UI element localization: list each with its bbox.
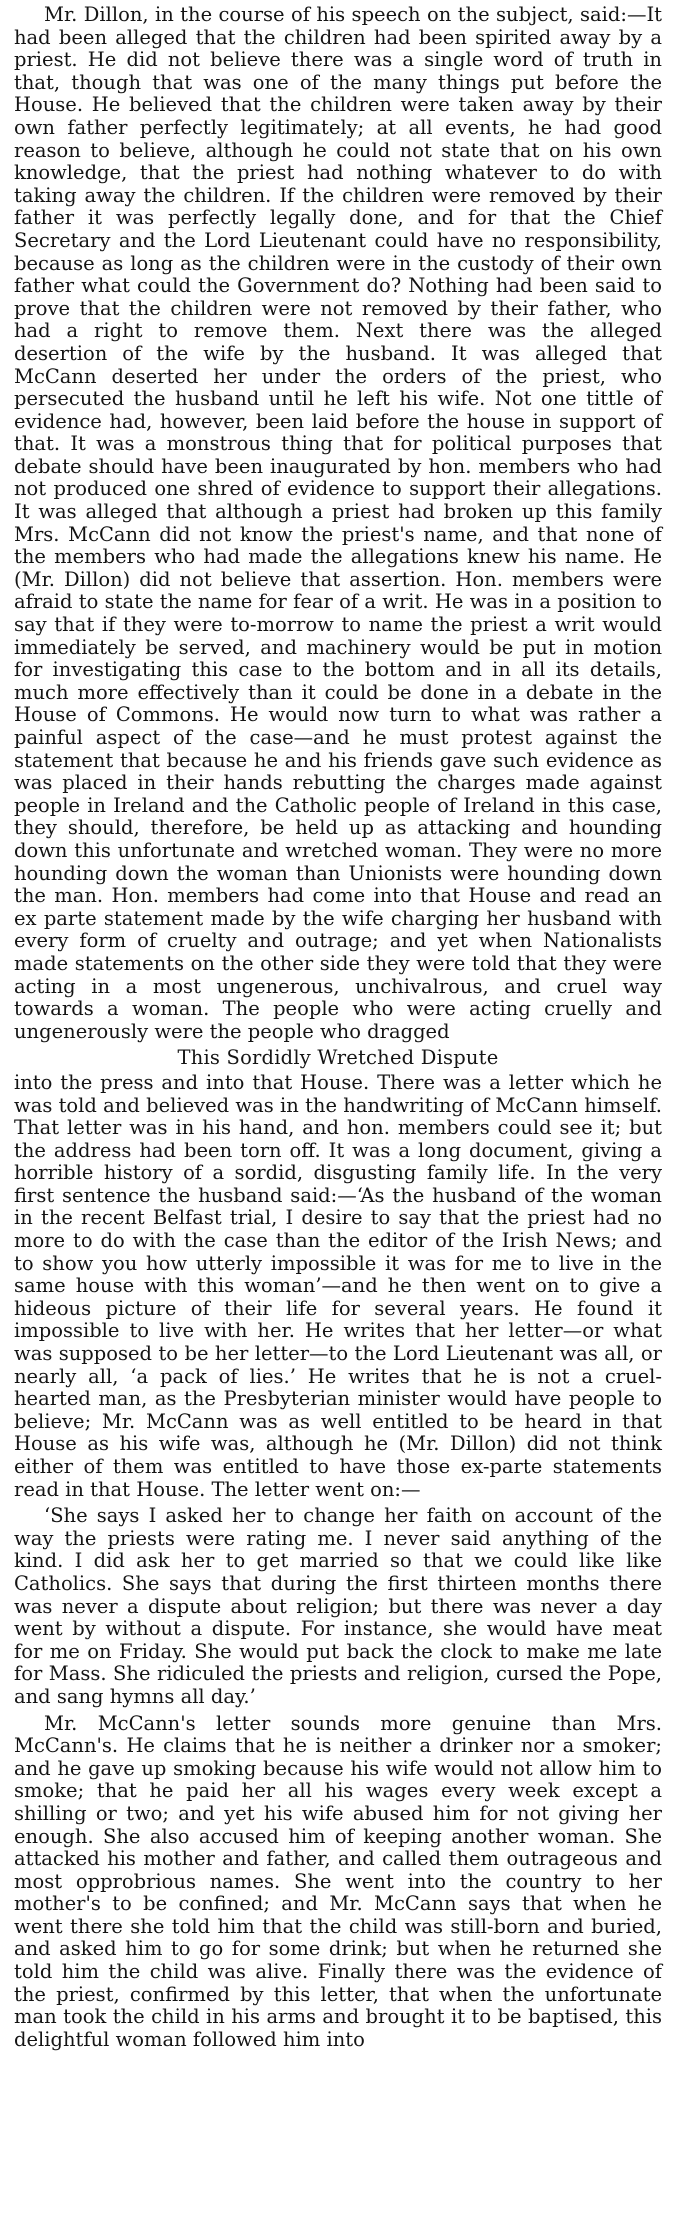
quoted-letter: ‘She says I asked her to change her faith on account of the way the priests were rating me. I never said anything of the kind. I did ask her to get married so that we could like like Catholics. She says that during the first thirteen months there was never a dispute about religion; but there was never a day went by without a dispute. For instance, she would have meat for me on Friday. She would put back the clock to make me late for Mass. She ridiculed the priests and religion, cursed the Pope, and sang hymns all day.’: [14, 1504, 662, 1708]
paragraph-closing: Mr. McCann's letter sounds more genuine than Mrs. McCann's. He claims that he is neither a drinker nor a smoker; and he gave up smoking because his wife would not allow him to smoke; that he paid her all his wages every week except a shilling or two; and yet his wife abused him for not giving her enough. She also accused him of keeping another woman. She attacked his mother and father, and called them outrageous and most opprobrious names. She went into the country to her mother's to be confined; and Mr. McCann says that when he went there she told him that the child was still-born and buried, and asked him to go for some drink; but when he returned she told him the child was alive. Finally there was the evidence of the priest, confirmed by this letter, that when the unfortunate man took the child in his arms and brought it to be baptised, this delightful woman followed him into: [14, 1711, 662, 2051]
article-column: [14, 4, 662, 2051]
subheading: This Sordidly Wretched Dispute: [177, 1046, 499, 1070]
paragraph-dillon-speech: Mr. Dillon, in the course of his speech on the subject, said:—It had been alleged that the children had been spirited away by a priest. He did not believe there was a single word of truth in that, though that was one of the many things put before the House. He believed that the children were taken away by their own father perfectly legitimately; at all events, he had good reason to believe, although he could not state that on his own knowledge, that the priest had nothing whatever to do with taking away the children. If the children were removed by their father it was perfectly legally done, and for that the Chief Secretary and the Lord Lieutenant could have no responsibility, because as long as the children were in the custody of their own father what could the Government do? Nothing had been said to prove that the children were not removed by their father, who had a right to remove them. Next there was the alleged desertion of the wife by the husband. It was alleged that McCann deserted her under the orders of the priest, who persecuted the husband until he left his wife. Not one tittle of evidence had, however, been laid before the house in support of that. It was a monstrous thing that for political purposes that debate should have been inaugurated by hon. members who had not produced one shred of evidence to support their allegations. It was alleged that although a priest had broken up this family Mrs. McCann did not know the priest's name, and that none of the members who had made the allegations knew his name. He (Mr. Dillon) did not believe that assertion. Hon. members were afraid to state the name for fear of a writ. He was in a position to say that if they were to-morrow to name the priest a writ would immediately be served, and machinery would be put in motion for investigating this case to the bottom and in all its details, much more effectively than it could be done in a debate in the House of Commons. He would now turn to what was rather a painful aspect of the case—and he must protest against the statement that because he and his friends gave such evidence as was placed in their hands rebutting the charges made against people in Ireland and the Catholic people of Ireland in this case, they should, therefore, be held up as attacking and hounding down this unfortunate and wretched woman. They were no more hounding down the woman than Unionists were hounding down the man. Hon. members had come into that House and read an ex parte statement made by the wife charging her husband with every form of cruelty and outrage; and yet when Nationalists made statements on the other side they were told that they were acting in a most ungenerous, unchivalrous, and cruel way towards a woman. The people who were acting cruelly and ungenerously were the people who dragged: [14, 3, 662, 1043]
paragraph-continuation: into the press and into that House. There was a letter which he was told and believed was in the handwriting of McCann himself. That letter was in his hand, and hon. members could see it; but the address had been torn off. It was a long document, giving a horrible history of a sordid, disgusting family life. In the very first sentence the husband said:—‘As the husband of the woman in the recent Belfast trial, I desire to say that the priest had no more to do with the case than the editor of the Irish News; and to show you how utterly impossible it was for me to live in the same house with this woman’—and he then went on to give a hideous picture of their life for several years. He found it impossible to live with her. He writes that her letter—or what was supposed to be her letter—to the Lord Lieutenant was all, or nearly all, ‘a pack of lies.’ He writes that he is not a cruel-hearted man, as the Presbyterian minister would have people to believe; Mr. McCann was as well entitled to be heard in that House as his wife was, although he (Mr. Dillon) did not think either of them was entitled to have those ex-parte statements read in that House. The letter went on:—: [14, 1070, 662, 1501]
